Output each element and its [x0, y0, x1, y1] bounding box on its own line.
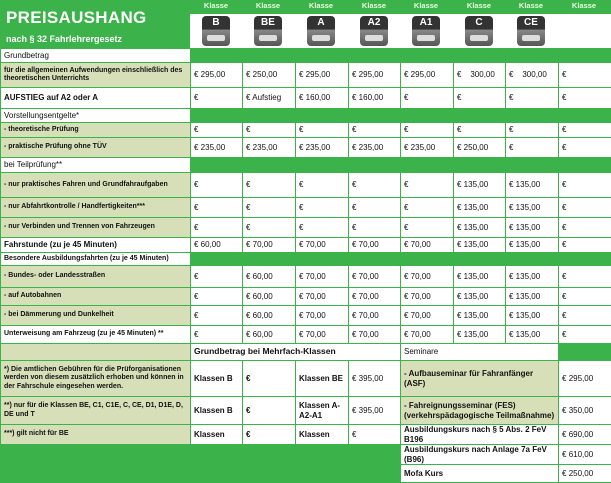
multi-price: € — [243, 361, 296, 397]
price-cell: € — [349, 198, 401, 218]
green-cell — [559, 253, 611, 266]
price-cell: € — [559, 266, 611, 288]
price-cell: € 135,00 — [454, 306, 506, 326]
bottom-table — [0, 343, 611, 483]
price-cell: € — [243, 218, 296, 238]
row-label: für die allgemeinen Aufwendungen einschließlich des theoretischen Unterrichts — [1, 63, 191, 88]
price-cell: € 160,00 — [296, 88, 349, 109]
price-cell: € 70,00 — [349, 238, 401, 253]
seminar-label: Ausbildungskurs nach § 5 Abs. 2 FeV B196 — [401, 425, 559, 445]
row-label: - Bundes- oder Landesstraßen — [1, 266, 191, 288]
price-cell: € — [559, 173, 611, 198]
price-cell: € — [506, 88, 559, 109]
price-cell: € — [454, 123, 506, 138]
green-cell — [401, 158, 454, 173]
green-cell — [454, 158, 506, 173]
price-cell: € — [559, 138, 611, 158]
row-label: Fahrstunde (zu je 45 Minuten) — [1, 238, 191, 253]
row-label: - theoretische Prüfung — [1, 123, 191, 138]
row-label: AUFSTIEG auf A2 oder A — [1, 88, 191, 109]
green-cell — [454, 253, 506, 266]
seminar-label: - Fahreignungsseminar (FES) (verkehrspädagogische Teilmaßnahme) — [401, 397, 559, 425]
motorcycle-icon — [307, 16, 335, 46]
price-cell: € — [349, 173, 401, 198]
row-label: Grundbetrag — [1, 49, 191, 63]
class-code: C — [475, 17, 482, 28]
price-cell: € — [349, 218, 401, 238]
green-cell — [559, 109, 611, 123]
title-block — [6, 8, 147, 44]
price-cell: € 135,00 — [506, 173, 559, 198]
price-cell: € 70,00 — [401, 238, 454, 253]
price-cell: € — [401, 198, 454, 218]
table-row — [1, 158, 611, 173]
row-label: - auf Autobahnen — [1, 288, 191, 306]
note-1: *) Die amtlichen Gebühren für die Prüforganisationen werden von diesem zusätzlich erhoben und können in der Fahrschule eingesehen werden. — [1, 361, 191, 397]
price-cell: € 70,00 — [296, 238, 349, 253]
green-cell — [454, 109, 506, 123]
price-cell: € 70,00 — [401, 266, 454, 288]
seminar-price: € 610,00 — [559, 445, 611, 465]
price-cell: € 235,00 — [191, 138, 243, 158]
price-cell: € — [191, 306, 243, 326]
price-cell: € — [296, 173, 349, 198]
table-row — [1, 123, 611, 138]
table-row — [1, 253, 611, 266]
green-cell — [454, 49, 506, 63]
class-code: B — [212, 17, 219, 28]
price-cell: € — [401, 218, 454, 238]
table-row — [1, 306, 611, 326]
price-cell: € — [349, 123, 401, 138]
price-cell: € 250,00 — [454, 138, 506, 158]
multi-price: € 395,00 — [349, 397, 401, 425]
green-cell — [349, 49, 401, 63]
price-cell: € — [243, 198, 296, 218]
price-cell: € — [559, 198, 611, 218]
price-cell: € — [559, 288, 611, 306]
price-cell: € — [559, 88, 611, 109]
green-cell — [349, 253, 401, 266]
price-cell: € — [559, 63, 611, 88]
green-cell — [191, 109, 243, 123]
page-subtitle: nach § 32 Fahrlehrergesetz — [6, 34, 147, 44]
price-cell: € 135,00 — [506, 198, 559, 218]
green-cell — [191, 253, 243, 266]
price-cell: € 135,00 — [506, 288, 559, 306]
green-cell — [243, 158, 296, 173]
price-cell: € 300,00 — [506, 63, 559, 88]
green-cell — [296, 49, 349, 63]
price-cell: € — [506, 138, 559, 158]
price-cell: € — [191, 266, 243, 288]
green-cell — [401, 253, 454, 266]
green-cell — [191, 49, 243, 63]
price-cell: € 70,00 — [349, 326, 401, 344]
price-cell: € 60,00 — [243, 326, 296, 344]
price-cell: € — [191, 88, 243, 109]
green-cell — [243, 49, 296, 63]
price-cell: € 60,00 — [243, 306, 296, 326]
multi-class: Klassen — [296, 425, 349, 445]
class-label: Klasse — [190, 1, 242, 10]
price-cell: € — [243, 123, 296, 138]
row-label: - nur praktisches Fahren und Grundfahraufgaben — [1, 173, 191, 198]
class-label: Klasse — [453, 1, 505, 10]
price-cell: € — [559, 326, 611, 344]
price-cell: € — [401, 88, 454, 109]
green-cell — [243, 253, 296, 266]
row-label: bei Teilprüfung** — [1, 158, 191, 173]
price-cell: € — [296, 198, 349, 218]
green-cell — [349, 158, 401, 173]
row-label: Vorstellungsentgelte* — [1, 109, 191, 123]
price-cell: € 70,00 — [296, 306, 349, 326]
table-row — [1, 138, 611, 158]
class-label: Klasse — [505, 1, 557, 10]
class-code: CE — [524, 17, 538, 28]
green-cell — [191, 158, 243, 173]
class-code: A — [317, 17, 324, 28]
price-cell: € 295,00 — [349, 63, 401, 88]
table-row — [1, 63, 611, 88]
table-row — [1, 49, 611, 63]
price-cell: € — [296, 123, 349, 138]
seminar-price: € 350,00 — [559, 397, 611, 425]
price-cell: € — [559, 123, 611, 138]
price-cell: € 250,00 — [243, 63, 296, 88]
class-code: A2 — [368, 17, 381, 28]
class-code: BE — [261, 17, 275, 28]
price-cell: € 160,00 — [349, 88, 401, 109]
price-cell: € 295,00 — [401, 63, 454, 88]
multi-class: Klassen A-A2-A1 — [296, 397, 349, 425]
price-cell: € — [191, 288, 243, 306]
seminar-price: € 250,00 — [559, 465, 611, 483]
class-label: Klasse — [400, 1, 452, 10]
price-cell: € 70,00 — [401, 288, 454, 306]
price-cell: € 70,00 — [296, 266, 349, 288]
multi-class: Klassen BE — [296, 361, 349, 397]
price-cell: € 60,00 — [243, 288, 296, 306]
multi-class: Klassen — [191, 425, 243, 445]
price-cell: € 300,00 — [454, 63, 506, 88]
price-cell: € — [559, 238, 611, 253]
table-row — [1, 173, 611, 198]
price-cell: € — [243, 173, 296, 198]
price-cell: € 70,00 — [349, 266, 401, 288]
multi-price: € — [243, 425, 296, 445]
green-cell — [506, 158, 559, 173]
price-cell: € 135,00 — [506, 218, 559, 238]
green-cell — [296, 109, 349, 123]
row-label: - nur Abfahrtkontrolle / Handfertigkeiten*** — [1, 198, 191, 218]
table-row — [1, 238, 611, 253]
seminar-price: € 690,00 — [559, 425, 611, 445]
price-cell: € 135,00 — [454, 218, 506, 238]
multi-price: € 395,00 — [349, 361, 401, 397]
truck-trailer-icon — [517, 16, 545, 46]
green-cell — [559, 49, 611, 63]
seminar-label: Mofa Kurs — [401, 465, 559, 483]
price-cell: € 135,00 — [506, 266, 559, 288]
price-cell: € 135,00 — [454, 288, 506, 306]
class-label: Klasse — [348, 1, 400, 10]
multi-price: € — [243, 397, 296, 425]
green-cell — [296, 253, 349, 266]
price-cell: € 135,00 — [506, 326, 559, 344]
table-row — [1, 288, 611, 306]
note-3: ***) gilt nicht für BE — [1, 425, 191, 445]
price-cell: € 70,00 — [349, 306, 401, 326]
row-label: - nur Verbinden und Trennen von Fahrzeugen — [1, 218, 191, 238]
class-label: Klasse — [242, 1, 294, 10]
price-cell: € — [191, 326, 243, 344]
price-cell: € 135,00 — [454, 238, 506, 253]
car-icon — [202, 16, 230, 46]
green-cell — [401, 49, 454, 63]
price-cell: € 235,00 — [296, 138, 349, 158]
seminar-label: Ausbildungskurs nach Anlage 7a FeV (B96) — [401, 445, 559, 465]
green-cell — [506, 253, 559, 266]
price-cell: € 70,00 — [296, 326, 349, 344]
class-label: Klasse — [558, 1, 610, 10]
seminar-label: - Aufbauseminar für Fahranfänger (ASF) — [401, 361, 559, 397]
price-cell: € — [506, 123, 559, 138]
price-cell: € 135,00 — [454, 266, 506, 288]
table-row — [1, 266, 611, 288]
table-row — [1, 109, 611, 123]
green-cell — [559, 344, 611, 361]
row-label: Besondere Ausbildungsfahrten (zu je 45 Minuten) — [1, 253, 191, 266]
green-cell — [349, 109, 401, 123]
price-cell: € 135,00 — [454, 198, 506, 218]
table-row — [1, 218, 611, 238]
truck-icon — [465, 16, 493, 46]
car-trailer-icon — [254, 16, 282, 46]
seminar-price: € 295,00 — [559, 361, 611, 397]
green-cell — [559, 158, 611, 173]
green-cell — [1, 445, 401, 465]
price-cell: € 295,00 — [191, 63, 243, 88]
price-cell: € — [401, 173, 454, 198]
class-label: Klasse — [295, 1, 347, 10]
green-cell — [506, 49, 559, 63]
table-row — [1, 326, 611, 344]
price-cell: € — [296, 218, 349, 238]
price-cell: € 70,00 — [349, 288, 401, 306]
green-cell — [296, 158, 349, 173]
green-cell — [401, 109, 454, 123]
price-cell: € 135,00 — [454, 173, 506, 198]
price-cell: € 135,00 — [454, 326, 506, 344]
page-title: PREISAUSHANG — [6, 8, 147, 28]
price-cell: € 295,00 — [296, 63, 349, 88]
table-row — [1, 88, 611, 109]
price-cell: € — [191, 198, 243, 218]
seminars-title: Seminare — [401, 344, 559, 361]
price-cell: € 60,00 — [243, 266, 296, 288]
row-label: Unterweisung am Fahrzeug (zu je 45 Minuten) ** — [1, 326, 191, 344]
table-row — [1, 198, 611, 218]
row-label: - bei Dämmerung und Dunkelheit — [1, 306, 191, 326]
class-code: A1 — [420, 17, 433, 28]
multi-class-title: Grundbetrag bei Mehrfach-Klassen — [191, 344, 401, 361]
price-cell: € 70,00 — [296, 288, 349, 306]
motorcycle-icon — [412, 16, 440, 46]
price-cell: € 70,00 — [401, 326, 454, 344]
price-cell: € — [401, 123, 454, 138]
price-cell: € — [559, 218, 611, 238]
price-cell: € 135,00 — [506, 306, 559, 326]
green-cell — [243, 109, 296, 123]
price-cell: € 235,00 — [243, 138, 296, 158]
price-cell: € 235,00 — [349, 138, 401, 158]
price-cell: € 60,00 — [191, 238, 243, 253]
price-cell: € — [559, 306, 611, 326]
note-2: **) nur für die Klassen BE, C1, C1E, C, CE, D1, D1E, D, DE und T — [1, 397, 191, 425]
multi-class: Klassen B — [191, 361, 243, 397]
row-label: - praktische Prüfung ohne TÜV — [1, 138, 191, 158]
price-cell: € 235,00 — [401, 138, 454, 158]
price-cell: € Aufstieg — [243, 88, 296, 109]
price-cell: € 70,00 — [401, 306, 454, 326]
motorcycle-icon — [360, 16, 388, 46]
price-table — [0, 48, 611, 344]
price-cell: € — [454, 88, 506, 109]
price-cell: € — [191, 218, 243, 238]
notes-header — [1, 344, 191, 361]
price-cell: € 70,00 — [243, 238, 296, 253]
multi-price: € — [349, 425, 401, 445]
multi-class: Klassen B — [191, 397, 243, 425]
price-cell: € — [191, 173, 243, 198]
price-cell: € — [191, 123, 243, 138]
green-cell — [506, 109, 559, 123]
price-cell: € 135,00 — [506, 238, 559, 253]
